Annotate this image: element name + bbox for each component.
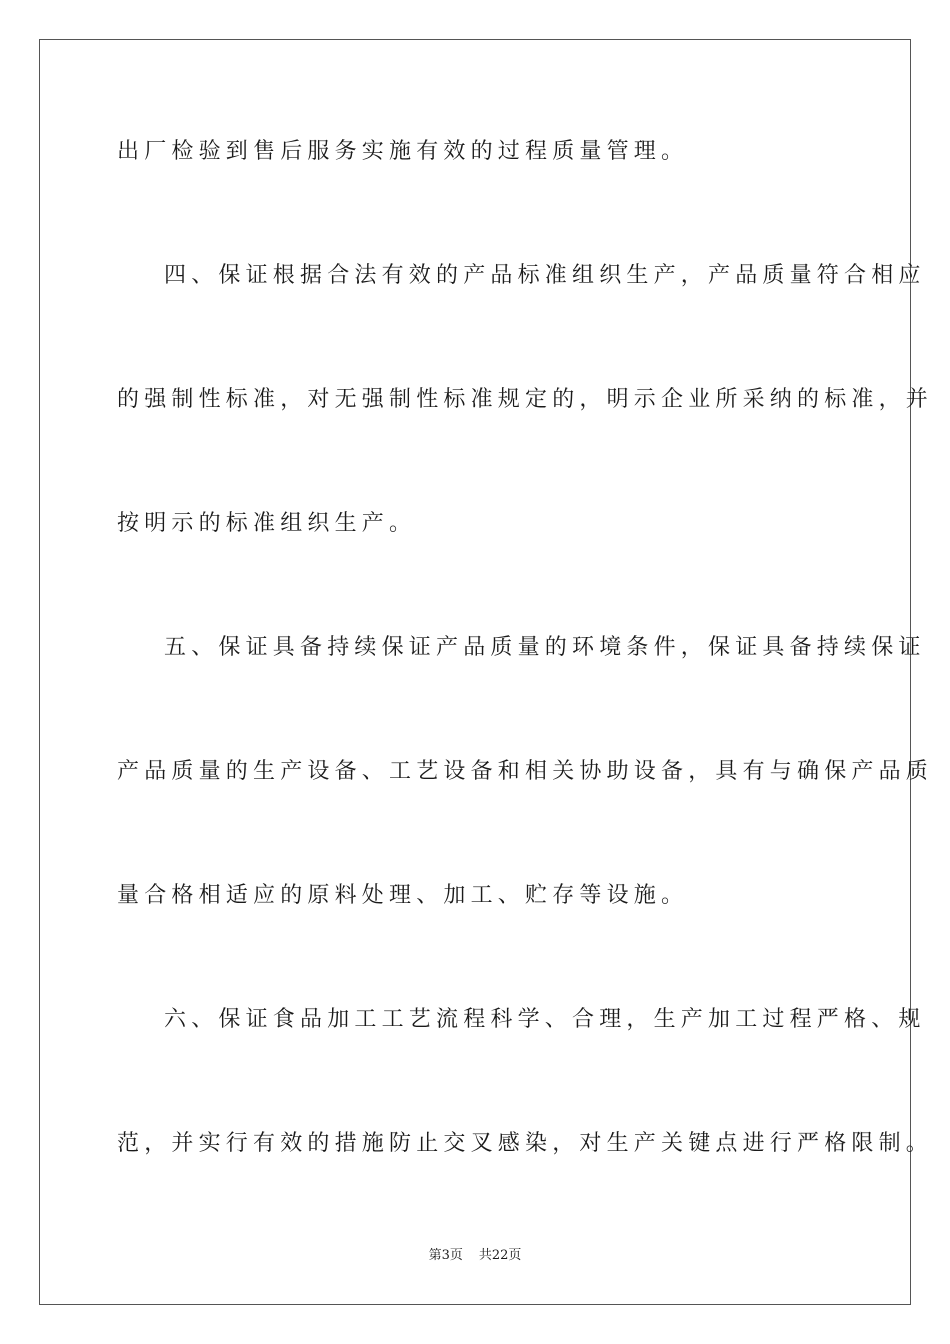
body-line: 四、保证根据合法有效的产品标准组织生产，产品质量符合相应 <box>164 263 926 288</box>
total-pages: 共22页 <box>478 1248 522 1263</box>
page-border <box>39 39 934 1305</box>
body-line: 五、保证具备持续保证产品质量的环境条件，保证具备持续保证 <box>164 635 926 660</box>
page-number: 第3页 <box>428 1248 463 1263</box>
body-line: 六、保证食品加工工艺流程科学、合理，生产加工过程严格、规 <box>164 1007 926 1032</box>
body-line: 产品质量的生产设备、工艺设备和相关协助设备，具有与确保产品质 <box>117 759 934 784</box>
body-line: 范，并实行有效的措施防止交叉感染，对生产关键点进行严格限制。 <box>117 1131 934 1156</box>
body-line: 的强制性标准，对无强制性标准规定的，明示企业所采纳的标准，并 <box>117 387 934 412</box>
body-line: 按明示的标准组织生产。 <box>117 511 417 536</box>
page-footer <box>0 1248 950 1264</box>
body-line: 量合格相适应的原料处理、加工、贮存等设施。 <box>117 883 689 908</box>
body-line: 出厂检验到售后服务实施有效的过程质量管理。 <box>117 139 689 164</box>
